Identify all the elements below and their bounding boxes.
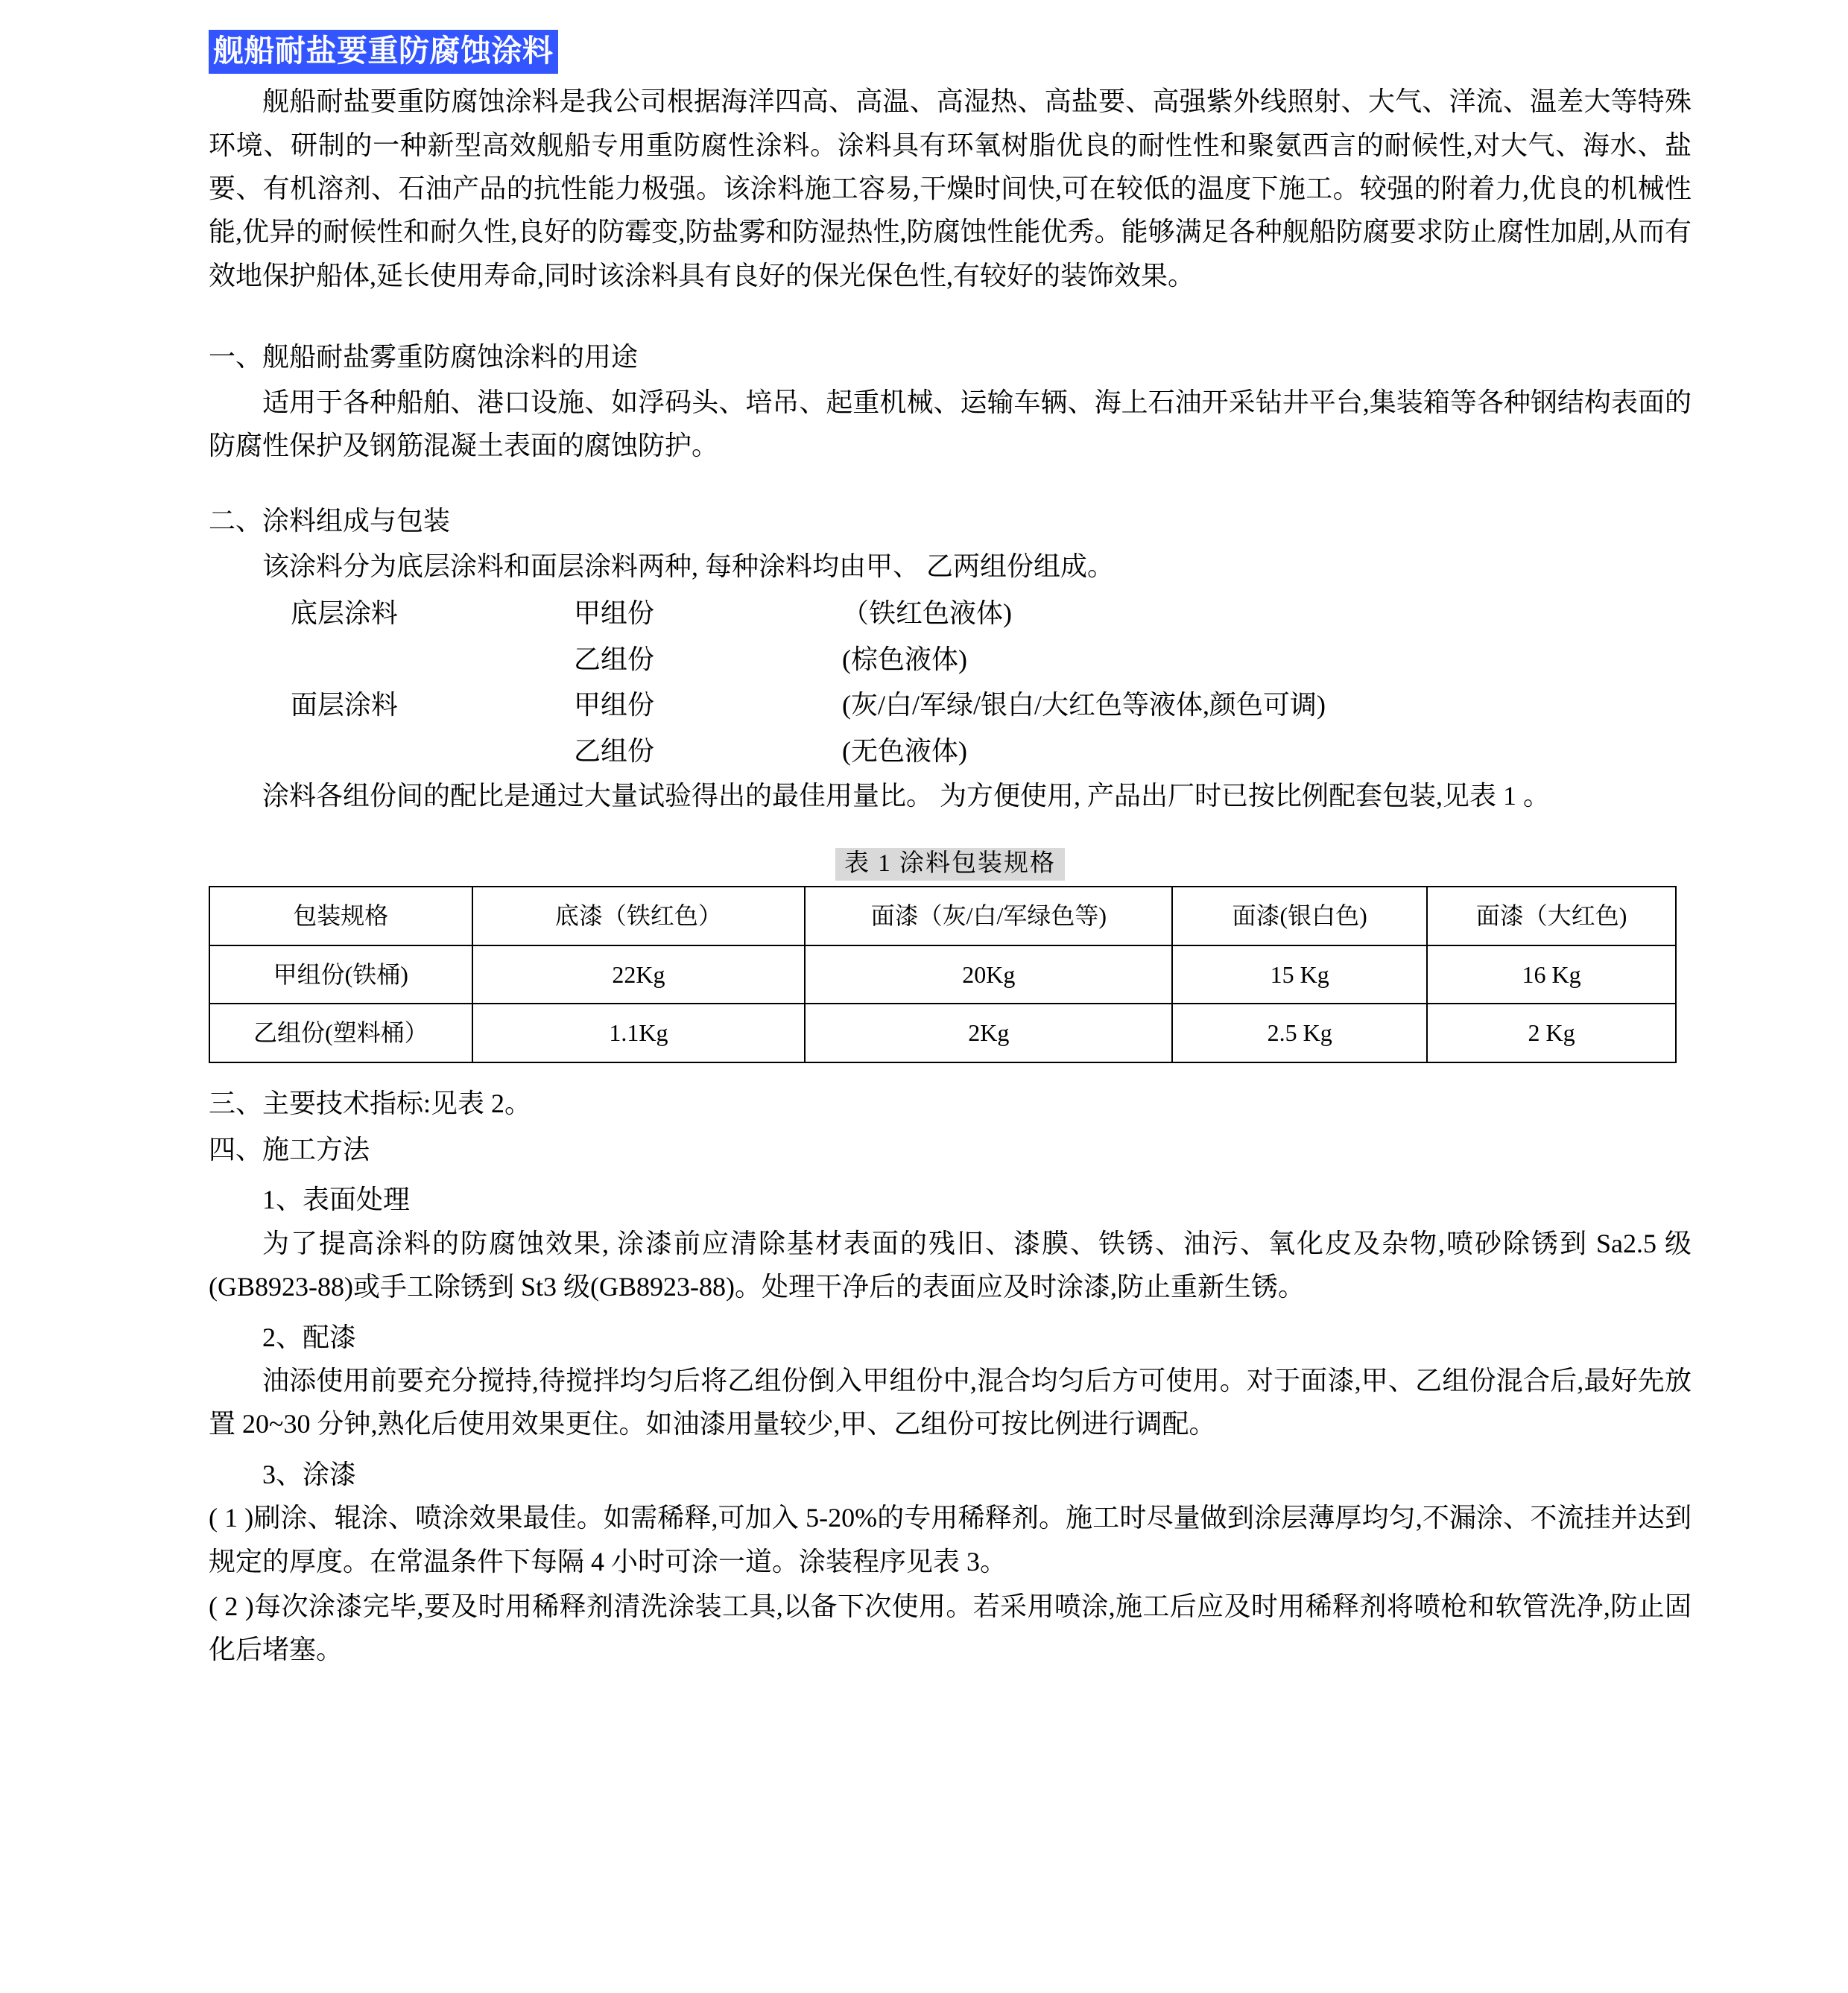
column-header-2: 面漆（灰/白/军绿色等) (805, 887, 1172, 945)
intro-paragraph: 舰船耐盐要重防腐蚀涂料是我公司根据海洋四高、高温、高湿热、高盐要、高强紫外线照射、大气、洋流、温差大等特殊环境、研制的一种新型高效舰船专用重防腐性涂料。涂料具有环氧树脂优良的耐性性和聚氨西言的耐候性,对大气、海水、盐要、有机溶剂、石油产品的抗性能力极强。该涂料施工容易,干燥时间快,可在较低的温度下施工。较强的附着力,优良的机械性能,优异的耐候性和耐久性,良好的防霉变,防盐雾和防湿热性,防腐蚀性能优秀。能够满足各种舰船防腐要求防止腐性加剧,从而有效地保护船体,延长使用寿命,同时该涂料具有良好的保光保色性,有较好的装饰效果。 (209, 86, 1692, 291)
table-row (209, 1004, 1676, 1062)
composition-desc: (棕色液体) (842, 644, 967, 674)
composition-component: 甲组份 (574, 690, 655, 720)
section-heading-4: 四、施工方法 (209, 1134, 370, 1165)
composition-row (209, 637, 1326, 683)
cell: 2.5 Kg (1172, 1004, 1427, 1062)
composition-desc: （铁红色液体) (842, 598, 1012, 629)
subsection-heading-4-1: 1、表面处理 (262, 1185, 411, 1215)
composition-row (209, 591, 1326, 637)
paint-point-2: ( 2 )每次涂漆完毕,要及时用稀释剂清洗涂装工具,以备下次使用。若采用喷涂,施工后应及时用稀释剂将喷枪和软管洗净,防止固化后堵塞。 (209, 1591, 1692, 1665)
subsection-body-4-1: 为了提高涂料的防腐蚀效果, 涂漆前应清除基材表面的残旧、漆膜、铁锈、油污、氧化皮及杂物,喷砂除锈到 Sa2.5 级(GB8923-88)或手工除锈到 St3 级(GB8923-88)。处理干净后的表面应及时涂漆,防止重新生锈。 (209, 1228, 1692, 1302)
section-heading-3: 三、主要技术指标:见表 2。 (209, 1089, 532, 1119)
composition-desc: (灰/白/军绿/银白/大红色等液体,颜色可调) (842, 690, 1326, 720)
composition-row (209, 682, 1326, 729)
column-header-0: 包装规格 (209, 887, 472, 945)
packaging-spec-table (209, 886, 1677, 1063)
composition-type: 底层涂料 (291, 598, 399, 629)
page-title: 舰船耐盐要重防腐蚀涂料 (209, 30, 558, 74)
spacer (209, 469, 1692, 479)
table-header-row (209, 887, 1676, 945)
row-header: 乙组份(塑料桶） (209, 1004, 472, 1062)
composition-type (209, 729, 574, 775)
section-heading-1: 一、舰船耐盐雾重防腐蚀涂料的用途 (209, 341, 639, 372)
composition-desc: (无色液体) (842, 735, 967, 766)
section-heading-2: 二、涂料组成与包装 (209, 506, 451, 536)
cell: 2Kg (805, 1004, 1172, 1062)
page-title-wrap (209, 30, 1692, 80)
cell: 2 Kg (1427, 1004, 1676, 1062)
subsection-heading-4-3: 3、涂漆 (262, 1459, 357, 1489)
cell: 15 Kg (1172, 945, 1427, 1004)
composition-component: 乙组份 (574, 735, 655, 766)
spacer (209, 299, 1692, 315)
cell: 16 Kg (1427, 945, 1676, 1004)
cell: 20Kg (805, 945, 1172, 1004)
table-row (209, 945, 1676, 1004)
section-2-note: 涂料各组份间的配比是通过大量试验得出的最佳用量比。 为方便使用, 产品出厂时已按比例配套包装,见表 1 。 (262, 781, 1551, 811)
section-body-1: 适用于各种船舶、港口设施、如浮码头、培吊、起重机械、运输车辆、海上石油开采钻井平台,集装箱等各种钢结构表面的防腐性保护及钢筋混凝土表面的腐蚀防护。 (209, 387, 1692, 460)
cell: 22Kg (472, 945, 806, 1004)
subsection-body-4-2: 油添使用前要充分搅持,待搅拌均匀后将乙组份倒入甲组份中,混合均匀后方可使用。对于面漆,甲、乙组份混合后,最好先放置 20~30 分钟,熟化后使用效果更住。如油漆用量较少,甲、乙组份可按比例进行调配。 (209, 1366, 1692, 1439)
table1-caption-wrap (209, 843, 1692, 878)
composition-type (209, 637, 574, 683)
subsection-heading-4-2: 2、配漆 (262, 1322, 357, 1352)
composition-list (209, 591, 1326, 774)
section-body-2: 该涂料分为底层涂料和面层涂料两种, 每种涂料均由甲、 乙两组份组成。 (262, 551, 1115, 581)
row-header: 甲组份(铁桶) (209, 945, 472, 1004)
composition-component: 乙组份 (574, 644, 655, 674)
composition-row (209, 729, 1326, 775)
composition-type: 面层涂料 (291, 690, 399, 720)
column-header-3: 面漆(银白色) (1172, 887, 1427, 945)
column-header-1: 底漆（铁红色） (472, 887, 806, 945)
table1-caption: 表 1 涂料包装规格 (835, 848, 1065, 881)
paint-point-1: ( 1 )刷涂、辊涂、喷涂效果最佳。如需稀释,可加入 5-20%的专用稀释剂。施工时尽量做到涂层薄厚均匀,不漏涂、不流挂并达到规定的厚度。在常温条件下每隔 4 小时可涂一道。涂装程序见表 3。 (209, 1503, 1692, 1577)
column-header-4: 面漆（大红色) (1427, 887, 1676, 945)
composition-component: 甲组份 (574, 598, 655, 629)
cell: 1.1Kg (472, 1004, 806, 1062)
